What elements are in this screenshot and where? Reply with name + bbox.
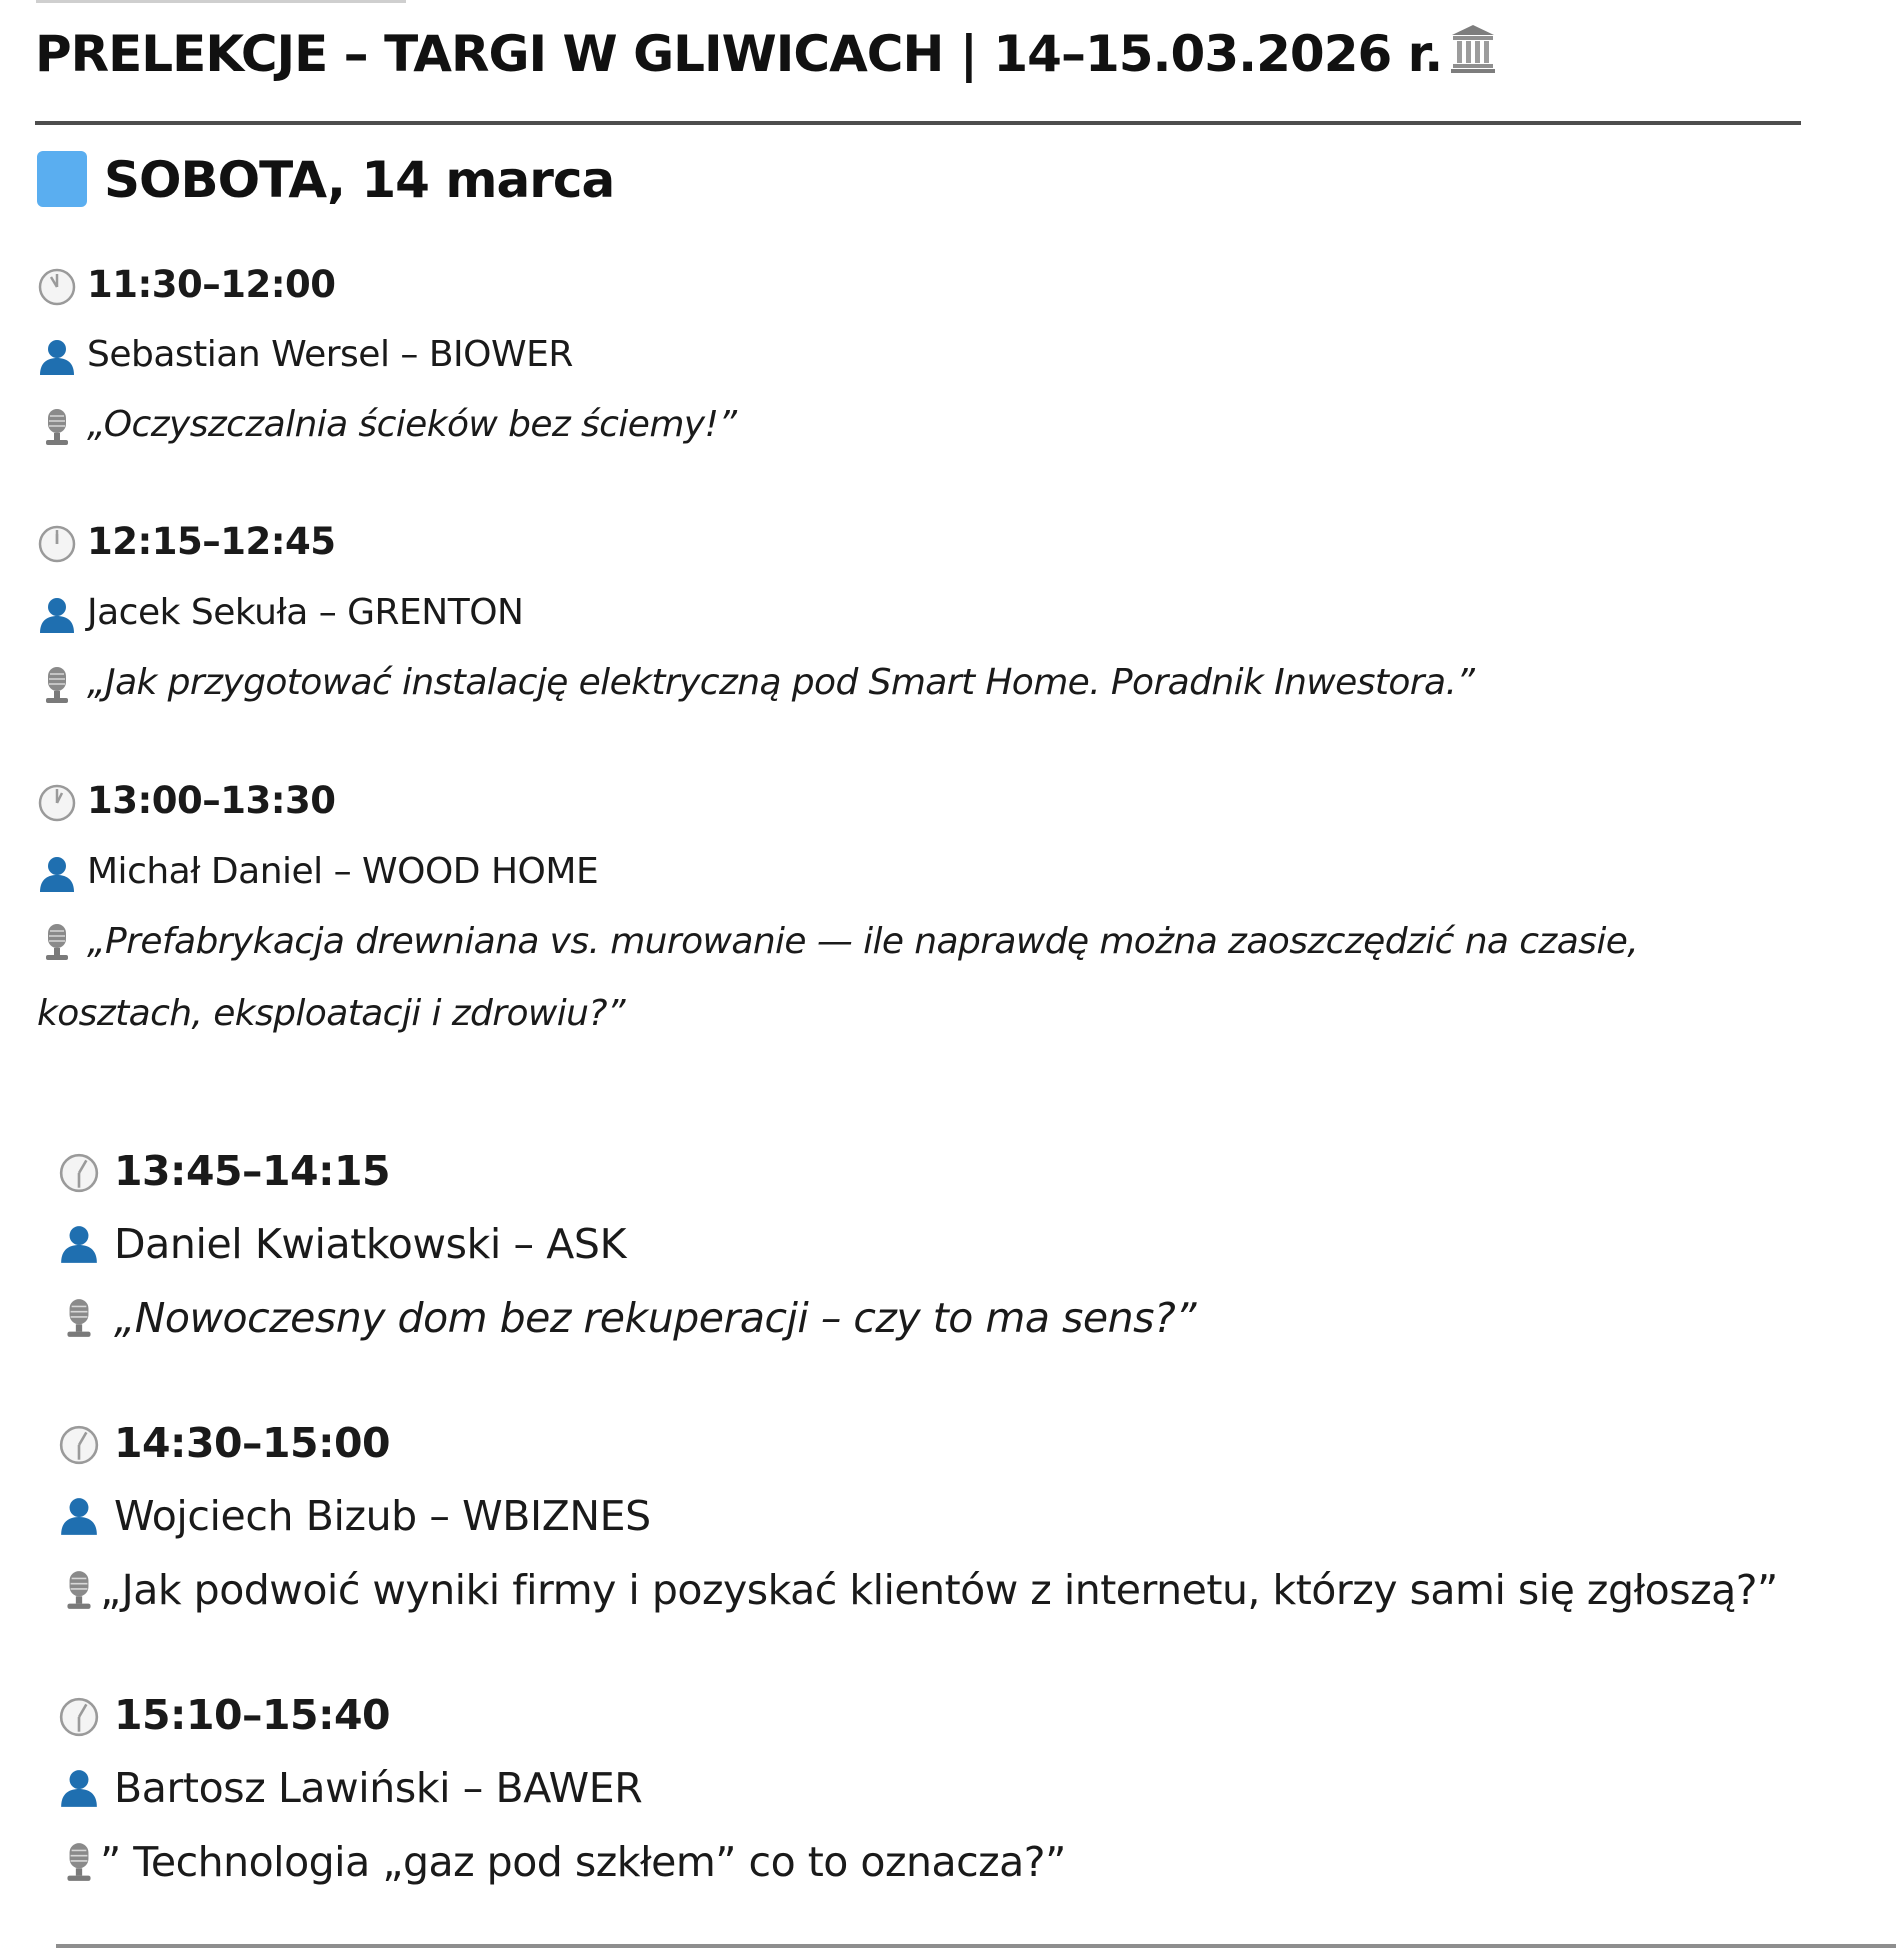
person-icon [58, 1767, 98, 1807]
title-divider [35, 121, 1801, 125]
session-time: 12:15–12:45 [87, 520, 336, 563]
person-icon [37, 595, 77, 635]
clock-icon [58, 1424, 98, 1464]
clock-icon [37, 524, 77, 564]
session-time: 15:10–15:40 [114, 1691, 391, 1739]
page-title [35, 22, 1496, 86]
day-heading-text: SOBOTA, 14 marca [104, 151, 615, 209]
session-time: 11:30–12:00 [87, 263, 336, 306]
bottom-divider [56, 1944, 1896, 1948]
session-topic: „Prefabrykacja drewniana vs. murowanie — ile naprawdę można zaoszczędzić na czasie, kosztach, eksploatacji i zdrowiu?” [37, 921, 1639, 1034]
session-topic-row [37, 906, 1767, 1050]
session-speaker: Daniel Kwiatkowski – ASK [114, 1220, 627, 1268]
session-topic: „Jak podwoić wyniki firmy i pozyskać klientów z internetu, którzy sami się zgłoszą?” [100, 1566, 1778, 1614]
microphone-icon [37, 922, 77, 962]
clock-icon [37, 783, 77, 823]
session-speaker: Wojciech Bizub – WBIZNES [114, 1492, 651, 1540]
person-icon [37, 337, 77, 377]
top-divider-stub [36, 0, 406, 3]
session-time: 13:45–14:15 [114, 1147, 391, 1195]
microphone-icon [37, 665, 77, 705]
session-topic: „Jak przygotować instalację elektryczną pod Smart Home. Poradnik Inwestora.” [87, 662, 1475, 703]
clock-icon [58, 1696, 98, 1736]
person-icon [58, 1495, 98, 1535]
microphone-icon [37, 407, 77, 447]
session-topic: ” Technologia „gaz pod szkłem” co to oznacza?” [100, 1838, 1066, 1886]
session-speaker: Jacek Sekuła – GRENTON [87, 592, 524, 633]
session-time: 13:00–13:30 [87, 779, 336, 822]
session-speaker: Bartosz Lawiński – BAWER [114, 1764, 643, 1812]
session-time: 14:30–15:00 [114, 1419, 391, 1467]
classical-building-icon [1450, 23, 1496, 73]
person-icon [37, 854, 77, 894]
page-title-text: PRELEKCJE – TARGI W GLIWICACH | 14–15.03.2026 r. [35, 25, 1443, 83]
person-icon [58, 1223, 98, 1263]
microphone-icon [58, 1841, 98, 1881]
microphone-icon [58, 1569, 98, 1609]
clock-icon [37, 267, 77, 307]
session-topic: „Nowoczesny dom bez rekuperacji – czy to ma sens?” [114, 1294, 1196, 1342]
session-speaker: Sebastian Wersel – BIOWER [87, 334, 573, 375]
blue-square-icon [37, 151, 87, 207]
clock-icon [58, 1152, 98, 1192]
session-speaker: Michał Daniel – WOOD HOME [87, 851, 599, 892]
session-topic: „Oczyszczalnia ścieków bez ściemy!” [87, 404, 737, 445]
microphone-icon [58, 1297, 98, 1337]
